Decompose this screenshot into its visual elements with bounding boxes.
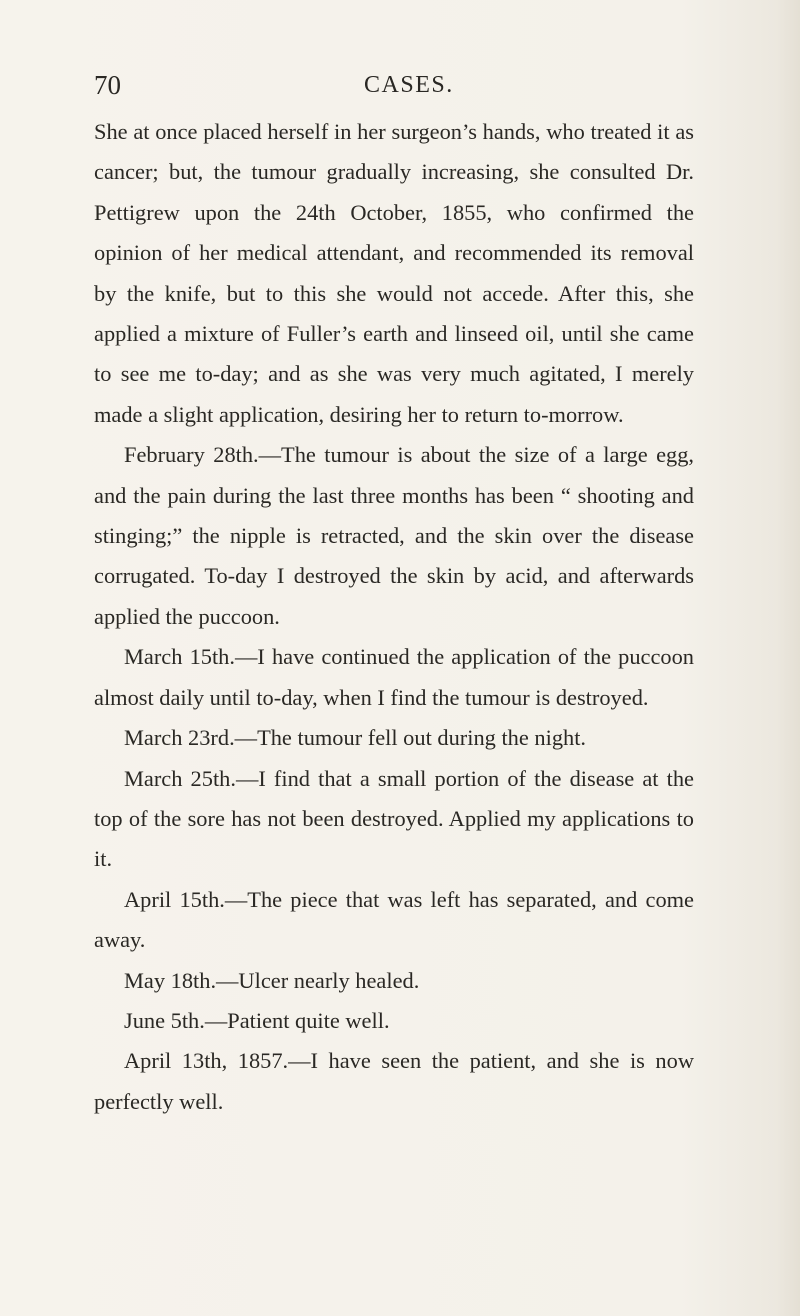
page-number: 70 [94, 70, 121, 100]
paragraph-march-15: March 15th.—I have continued the application of the puccoon almost daily until to-day, when I find the tumour is destroyed. [94, 644, 694, 710]
paragraph-february-28: February 28th.—The tumour is about the size of a large egg, and the pain during the last three months has been “ shooting and stinging;” the nipple is retracted, and the skin over the disease corrugated. To-day I destroyed the skin by acid, and afterwards applied the puccoon. [94, 442, 694, 629]
paragraph-march-23: March 23rd.—The tumour fell out during the night. [124, 725, 587, 751]
paragraph-june-5: June 5th.—Patient quite well. [124, 1007, 390, 1033]
paragraph-continuation: She at once placed herself in her surgeon’s hands, who treated it as cancer; but, the tumour gradually increasing, she consulted Dr. Pettigrew upon the 24th October, 1855, who confirmed the opinion of her medical attendant, and recommended its removal by the knife, but to this she would not accede. After this, she applied a mixture of Fuller’s earth and linseed oil, until she came to see me to-day; and as she was very much agitated, I merely made a slight application, desiring her to return to-morrow. [94, 119, 694, 427]
paragraph-april-13-1857: April 13th, 1857.—I have seen the patient, and she is now perfectly well. [94, 1048, 694, 1114]
paragraph-may-18: May 18th.—Ulcer nearly healed. [124, 967, 420, 993]
paragraph-march-25: March 25th.—I find that a small portion of the disease at the top of the sore has not been destroyed. Applied my applications to it. [94, 765, 694, 872]
paragraph-april-15: April 15th.—The piece that was left has separated, and come away. [94, 886, 694, 953]
page-header [94, 70, 694, 110]
running-head: CASES. [364, 72, 454, 98]
body-text [94, 112, 694, 1122]
